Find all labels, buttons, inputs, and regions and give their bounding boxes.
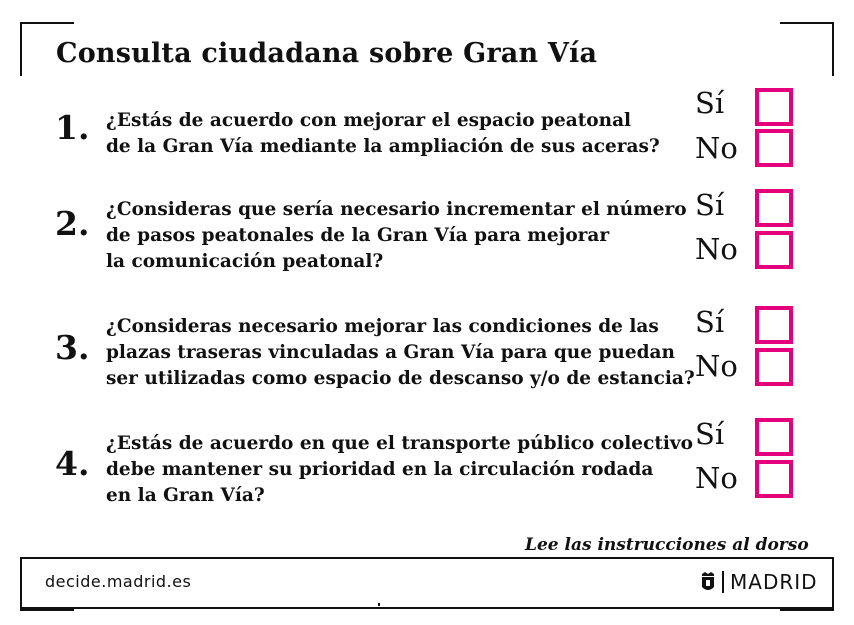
question-1-no-label: No [695,131,738,165]
question-3-yes-checkbox[interactable] [755,306,793,344]
question-line: ¿Consideras que sería necesario incrementar el número [106,199,687,220]
question-line: ¿Estás de acuerdo en que el transporte público colectivo [106,433,693,454]
page-title: Consulta ciudadana sobre Gran Vía [56,38,598,69]
question-1-number: 1. [55,108,90,147]
question-4-yes-label: Sí [695,417,725,451]
question-line: plazas traseras vinculadas a Gran Vía para que puedan [106,342,675,363]
question-line: la comunicación peatonal? [106,251,384,272]
logo-separator [722,571,724,593]
question-line: debe mantener su prioridad en la circulación rodada [106,459,654,480]
question-4-yes-checkbox[interactable] [755,418,793,456]
corner-mark-top-right [780,22,834,76]
footer-top-divider [20,557,834,559]
question-3-text [106,314,695,392]
question-2-yes-label: Sí [695,188,725,222]
print-mark [378,603,380,606]
question-3-no-checkbox[interactable] [755,348,793,386]
question-3-number: 3. [55,328,90,367]
question-line: de la Gran Vía mediante la ampliación de sus aceras? [106,136,660,157]
question-1-yes-checkbox[interactable] [755,88,793,126]
question-line: de pasos peatonales de la Gran Vía para mejorar [106,225,610,246]
question-4-text [106,431,693,509]
question-line: ¿Consideras necesario mejorar las condiciones de las [106,316,659,337]
question-4-no-label: No [695,461,738,495]
question-2-number: 2. [55,204,90,243]
question-2-no-label: No [695,232,738,266]
question-3-no-label: No [695,349,738,383]
question-4-number: 4. [55,444,90,483]
question-2-no-checkbox[interactable] [755,231,793,269]
madrid-logo [700,570,818,594]
question-4-no-checkbox[interactable] [755,460,793,498]
question-1-text [106,108,660,160]
brand-name: MADRID [730,570,818,594]
question-3-yes-label: Sí [695,305,725,339]
question-line: en la Gran Vía? [106,485,265,506]
question-1-yes-label: Sí [695,86,725,120]
question-2-text [106,197,687,275]
question-2-yes-checkbox[interactable] [755,189,793,227]
footer-bottom-divider [20,607,834,609]
question-line: ¿Estás de acuerdo con mejorar el espacio peatonal [106,110,632,131]
madrid-coat-of-arms-icon [700,571,716,593]
instructions-note: Lee las instrucciones al dorso [525,535,809,555]
question-line: ser utilizadas como espacio de descanso y/o de estancia? [106,368,695,389]
question-1-no-checkbox[interactable] [755,129,793,167]
site-url: decide.madrid.es [45,572,192,591]
